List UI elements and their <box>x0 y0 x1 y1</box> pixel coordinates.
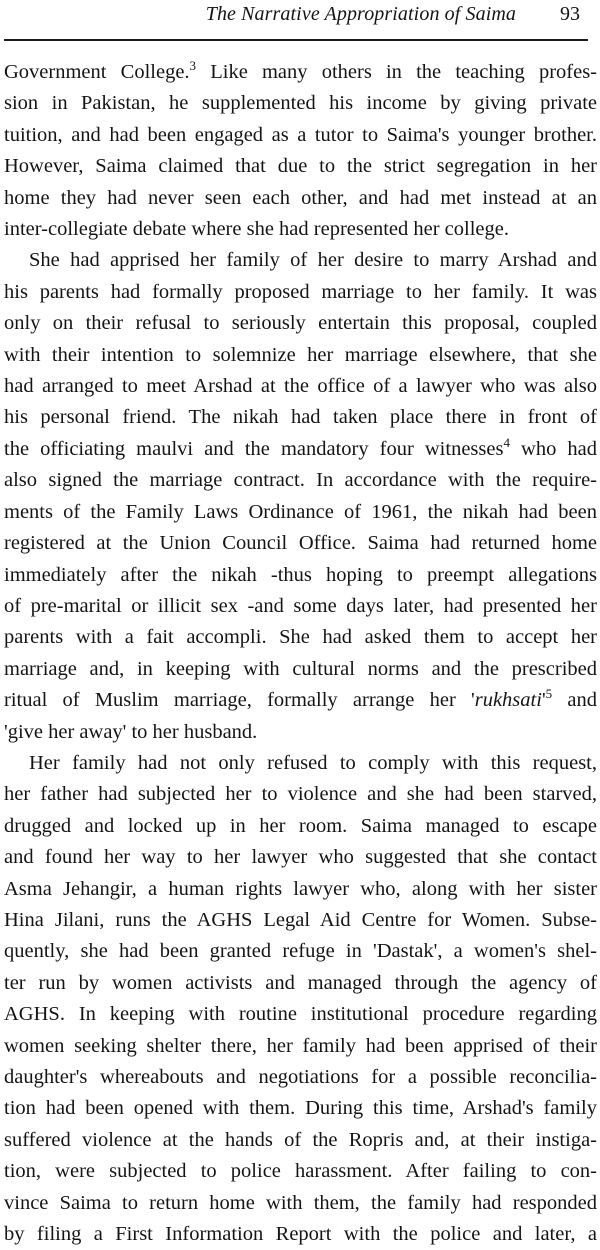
text-line: with their intention to solemnize her marriage elsewhere, that she <box>4 343 597 366</box>
footnote-marker: 3 <box>189 58 197 74</box>
text-line: only on their refusal to seriously entertain this proposal, coupled <box>4 312 597 335</box>
text-line: daughter's whereabouts and negotiations for a possible reconcilia- <box>4 1066 597 1088</box>
text-line: Hina Jilani, runs the AGHS Legal Aid Centre for Women. Subse- <box>4 908 597 931</box>
text-line: his parents had formally proposed marriage to her family. It was <box>4 280 597 303</box>
text-line: his personal friend. The nikah had taken place there in front of <box>4 406 597 429</box>
text-line: the officiating maulvi and the mandatory four witnesses$^4$ who had <box>4 435 597 460</box>
text-line: also signed the marriage contract. In accordance with the require- <box>4 469 597 492</box>
footnote-marker: 5 <box>545 686 553 702</box>
text-line: and found her way to her lawyer who suggested that she contact <box>4 846 597 869</box>
running-title: The Narrative Appropriation of Saima <box>205 3 516 25</box>
text-line: sion in Pakistan, he supplemented his income by giving private <box>4 92 597 115</box>
text-line: She had apprised her family of her desire to marry Arshad and <box>29 249 597 272</box>
text-line: tion had been opened with them. During this time, Arshad's family <box>4 1097 597 1120</box>
body-text <box>4 57 597 1250</box>
text-line: Her family had not only refused to comply with this request, <box>29 751 597 774</box>
text-line: AGHS. In keeping with routine institutional procedure regarding <box>4 1003 597 1026</box>
text-line: ter run by women activists and managed through the agency of <box>4 971 597 994</box>
text-line: quently, she had been granted refuge in 'Dastak', a women's shel- <box>4 940 597 963</box>
text-line: Government College.$^3$ Like many others in the teaching profes- <box>4 58 597 83</box>
text-line: by filing a First Information Report with the police and later, a <box>4 1223 597 1246</box>
text-line: home they had never seen each other, and had met instead at an <box>4 186 597 209</box>
text-line: immediately after the nikah -thus hoping to preempt allegations <box>4 563 597 586</box>
running-header <box>4 0 588 30</box>
header-rule <box>4 39 588 41</box>
footnote-marker: 4 <box>503 435 510 451</box>
text-line: However, Saima claimed that due to the strict segregation in her <box>4 155 597 178</box>
italic-term: rukhsati <box>474 689 542 712</box>
text-line: tion, were subjected to police harassment. After failing to con- <box>4 1160 597 1183</box>
text-line: ritual of Muslim marriage, formally arrange her '$rukhsati'^5$ and <box>4 686 597 712</box>
text-line: women seeking shelter there, her family had been apprised of their <box>4 1034 597 1057</box>
page-number: 93 <box>560 3 580 25</box>
text-line: ments of the Family Laws Ordinance of 1961, the nikah had been <box>4 500 597 523</box>
text-line: inter-collegiate debate where she had represented her college. <box>4 218 509 241</box>
text-line: her father had subjected her to violence and she had been starved, <box>4 783 597 806</box>
text-line: vince Saima to return home with them, the family had responded <box>4 1191 597 1214</box>
text-line: marriage and, in keeping with cultural norms and the prescribed <box>4 657 597 680</box>
text-line: tuition, and had been engaged as a tutor to Saima's younger brother. <box>4 123 597 146</box>
text-line: Asma Jehangir, a human rights lawyer who, along with her sister <box>4 877 597 900</box>
text-line: suffered violence at the hands of the Ropris and, at their instiga- <box>4 1128 597 1151</box>
text-line: drugged and locked up in her room. Saima managed to escape <box>4 814 597 837</box>
text-line: 'give her away' to her husband. <box>4 720 258 743</box>
text-line: of pre-marital or illicit sex -and some days later, had presented her <box>4 594 597 617</box>
text-line: had arranged to meet Arshad at the office of a lawyer who was also <box>4 375 597 398</box>
text-line: registered at the Union Council Office. Saima had returned home <box>4 532 597 555</box>
text-line: parents with a fait accompli. She had asked them to accept her <box>4 626 597 649</box>
